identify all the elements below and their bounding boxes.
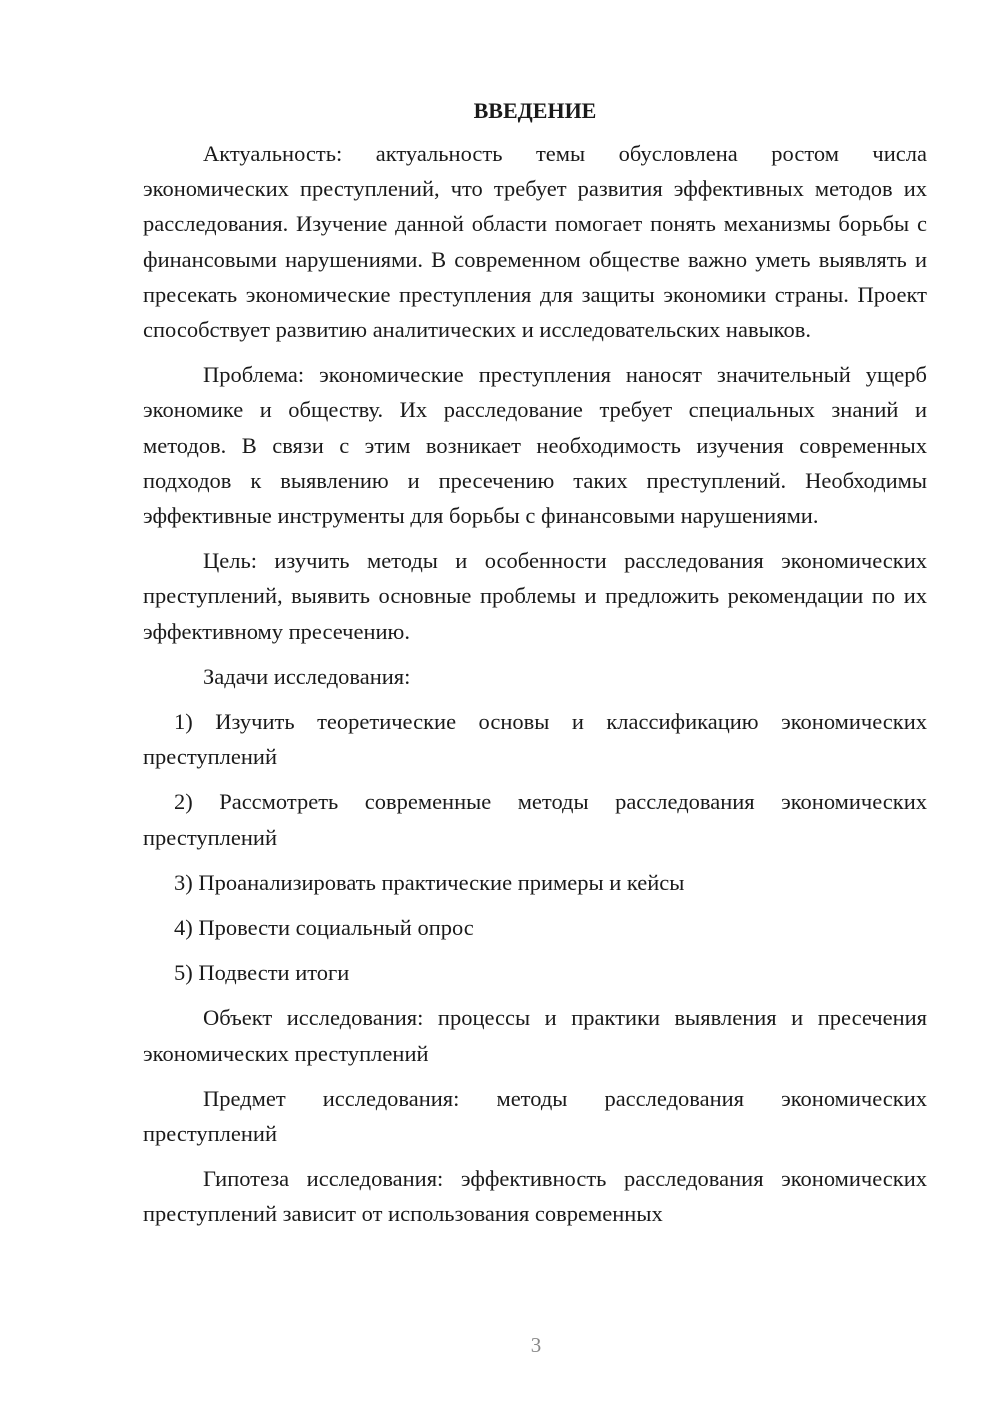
- task-item-1: 1) Изучить теоретические основы и классификацию экономических преступлений: [143, 709, 927, 770]
- task-item-2: 2) Рассмотреть современные методы расследования экономических преступлений: [143, 789, 927, 850]
- page-number: 3: [530, 1333, 542, 1357]
- paragraph-relevance: Актуальность: актуальность темы обусловлена ростом числа экономических преступлений, что требует развития эффективных методов их расследования. Изучение данной области помогает понять механизмы борьбы с финансовыми нарушениями. В современном обществе важно уметь выявлять и пресекать экономические преступления для защиты экономики страны. Проект способствует развитию аналитических и исследовательских навыков.: [143, 141, 927, 343]
- section-title: ВВЕДЕНИЕ: [473, 98, 597, 123]
- task-item-4: 4) Провести социальный опрос: [174, 915, 474, 941]
- paragraph-hypothesis: Гипотеза исследования: эффективность расследования экономических преступлений зависит от использования современных: [143, 1166, 927, 1227]
- paragraph-object: Объект исследования: процессы и практики выявления и пресечения экономических преступлений: [143, 1005, 927, 1066]
- tasks-heading: Задачи исследования:: [203, 663, 411, 689]
- paragraph-problem: Проблема: экономические преступления наносят значительный ущерб экономике и обществу. Их расследование требует специальных знаний и методов. В связи с этим возникает необходимость изучения современных подходов к выявлению и пресечению таких преступлений. Необходимы эффективные инструменты для борьбы с финансовыми нарушениями.: [143, 362, 927, 529]
- task-item-5: 5) Подвести итоги: [174, 960, 350, 986]
- paragraph-goal: Цель: изучить методы и особенности расследования экономических преступлений, выявить основные проблемы и предложить рекомендации по их эффективному пресечению.: [143, 548, 927, 644]
- paragraph-subject: Предмет исследования: методы расследования экономических преступлений: [143, 1085, 927, 1147]
- page-content: [143, 96, 927, 1242]
- task-item-3: 3) Проанализировать практические примеры и кейсы: [174, 869, 685, 895]
